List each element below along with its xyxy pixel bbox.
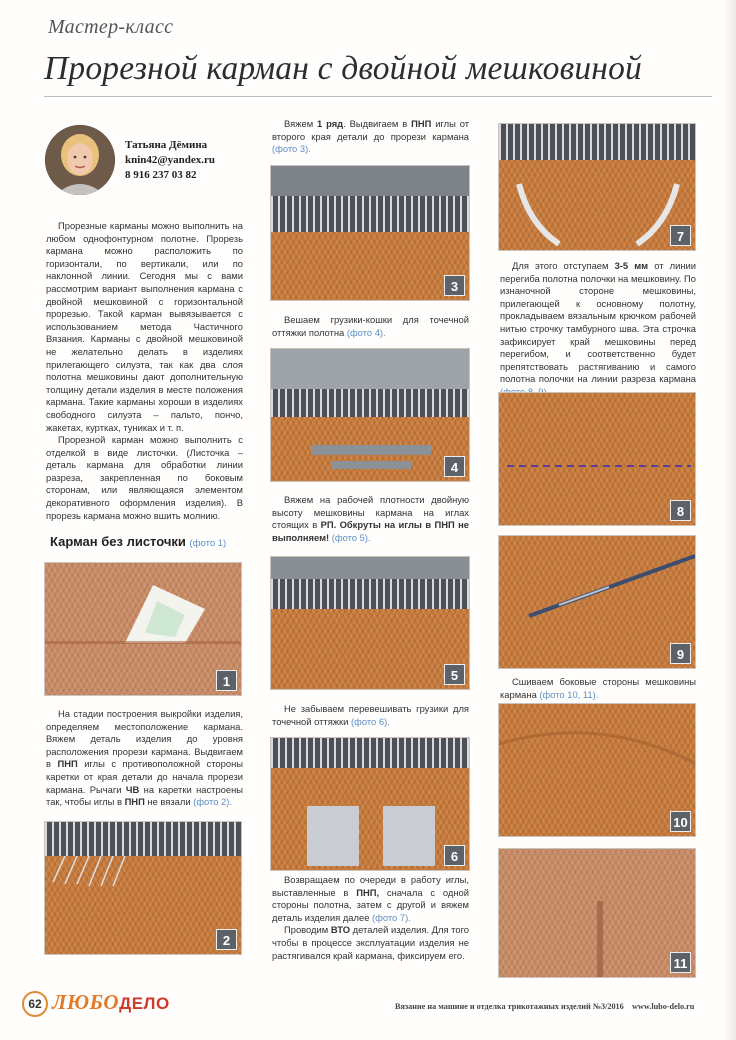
page-spine	[724, 0, 736, 1040]
step-text-2: Вяжем 1 ряд. Выдвигаем в ПНП иглы от второго края детали до прорези кармана (фото 3).	[272, 118, 470, 155]
photo-2	[44, 821, 242, 955]
subheading	[50, 534, 226, 549]
title-divider	[44, 96, 712, 97]
photo-9	[498, 535, 696, 669]
step-text-7: Для этого отступаем 3-5 мм от линии перегиба полотна полочки на мешковину. По изнаночной стороне мешковины, прилегающей к основному полотну, прокладываем вязальным крючком рабочей нитью строчку тамбурного шва. Эта строчка зафиксирует край мешковины перед перегибом, и соответственно будет препятствовать растягиванию и самого полотна полочки на линии разреза кармана	[500, 260, 696, 385]
photo-3	[270, 165, 470, 301]
step-text-5: Не забываем перевешивать грузики для точечной оттяжки (фото 6).	[272, 703, 469, 727]
publisher-logo: ЛЮБОДЕЛО	[52, 990, 170, 1014]
photo-7	[498, 123, 696, 251]
photo-number: 10	[670, 811, 691, 832]
step-text-1: На стадии построения выкройки изделия, определяем местоположение кармана. Вяжем деталь изделия до уровня расположения прорези кармана. Выдвигаем в ПНП иглы с противоположной стороны каретки от края детали до начала прорези кармана. Рычаги ЧВ на каретки настроены так, чтобы иглы в ПНП не вязали (фото 2).	[46, 708, 243, 808]
step-text-8: Сшиваем боковые стороны мешковины кармана (фото 10, 11).	[500, 676, 696, 700]
photo-number: 2	[216, 929, 237, 950]
page-title: Прорезной карман с двойной мешковиной	[44, 50, 643, 87]
photo-number: 3	[444, 275, 465, 296]
intro-text	[46, 220, 243, 522]
photo-number: 7	[670, 225, 691, 246]
photo-4	[270, 348, 470, 482]
intro-paragraph-2: Прорезной карман можно выполнить с отделкой в виде листочки. (Листочка – деталь кармана для обработки линии разреза, закрепленная по боковым сторонам, или являющаяся элементом декоративного оформления изделия). В прорезь кармана можно вшить молнию.	[46, 434, 243, 521]
photo-8	[498, 392, 696, 526]
subheading-text: Карман без листочки	[50, 534, 186, 549]
photo-number: 5	[444, 664, 465, 685]
author-info	[125, 138, 215, 183]
author-photo	[45, 125, 115, 195]
photo-number: 8	[670, 500, 691, 521]
author-phone: 8 916 237 03 82	[125, 169, 197, 181]
step-text-3: Вешаем грузики-кошки для точечной оттяжки полотна (фото 4).	[272, 314, 469, 338]
photo-11	[498, 848, 696, 978]
intro-paragraph-1: Прорезные карманы можно выполнить на любом однофонтурном полотне. Прорезь кармана можно расположить по горизонтали, по вертикали, или по наклонной линии. Сегодня мы с вами рассмотрим вариант выполнения кармана с двойной мешковиной с горизонтальной прорезью. Такой карман вывязывается с использованием метода Частичного Вязания. Карманы с двойной мешковиной не желательно делать в изделиях прилегающего силуэта, так как два слоя полотна мешковины дают дополнительную толщину детали изделия в месте положения кармана. Такие карманы хороши в изделиях свободного силуэта – пальто, пончо, жакетах, куртках, туниках и т. п.	[46, 220, 243, 433]
author-name: Татьяна Дёмина	[125, 139, 208, 151]
photo-number: 9	[670, 643, 691, 664]
photo-number: 11	[670, 952, 691, 973]
step-text-6: Возвращаем по очереди в работу иглы, выставленные в ПНП, сначала с одной стороны полотна, затем с другой и вяжем деталь изделия далее (фото 7). Проводим ВТО деталей изделия. Для того чтобы в процессе эксплуатации изделия не растягивался край кармана, фиксируем его.	[272, 874, 469, 961]
section-label: Мастер-класс	[48, 16, 174, 38]
page-number: 62	[22, 991, 48, 1017]
step-text-4: Вяжем на рабочей плотности двойную высоту мешковины кармана на иглах стоящих в РП. Обкруты на иглы в ПНП не выполняем! (фото 5).	[272, 494, 469, 543]
magazine-title: Вязание на машине и отделка трикотажных изделий №3/2016	[395, 1002, 624, 1011]
subheading-ref: (фото 1)	[189, 538, 227, 549]
website-link[interactable]: www.lubo-delo.ru	[632, 1002, 695, 1011]
photo-6	[270, 737, 470, 871]
author-email: knin42@yandex.ru	[125, 154, 216, 166]
photo-number: 1	[216, 670, 237, 691]
photo-number: 6	[444, 845, 465, 866]
photo-5	[270, 556, 470, 690]
photo-10	[498, 703, 696, 837]
photo-number: 4	[444, 456, 465, 477]
photo-1	[44, 562, 242, 696]
